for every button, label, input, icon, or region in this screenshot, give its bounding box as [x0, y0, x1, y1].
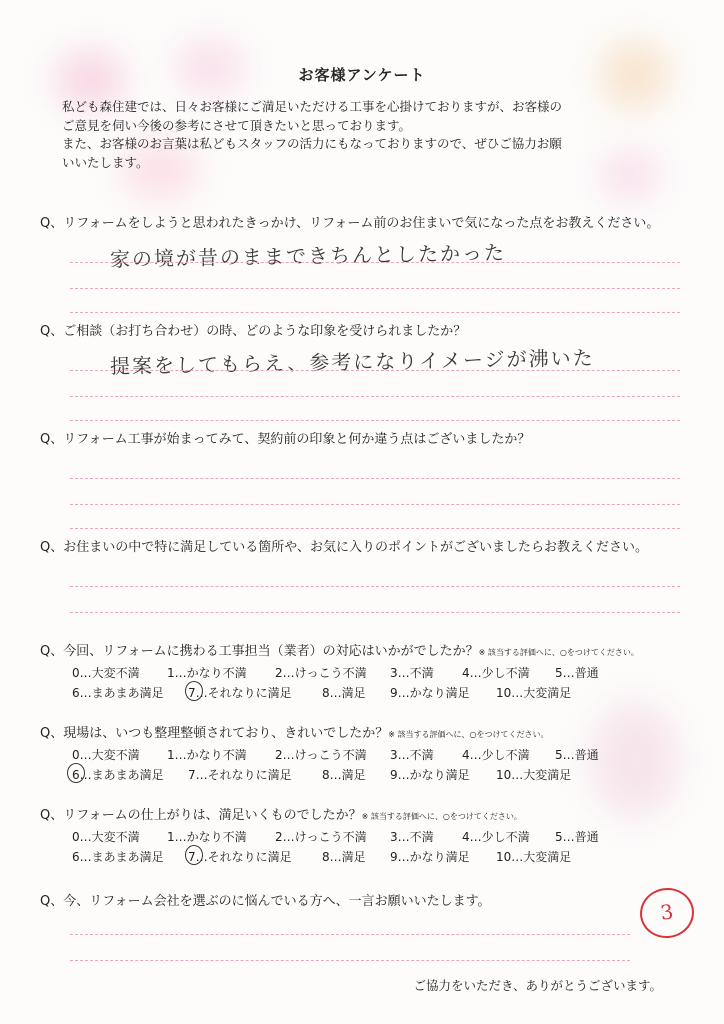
answer-line: [70, 396, 680, 397]
rating-note: ※ 該当する評価へに、○をつけてください。: [361, 812, 522, 821]
answer-line: [70, 262, 680, 263]
scale-0: 0…大変不満: [72, 748, 140, 762]
scale-8: 8…満足: [322, 850, 366, 864]
answer-line: [70, 478, 680, 479]
scale-3: 3…不満: [390, 830, 434, 844]
scale-5: 5…普通: [555, 748, 599, 762]
intro-line: 私ども森住建では、日々お客様にご満足いただける工事を心掛けておりますが、お客様の: [62, 99, 563, 114]
question-text: Q、リフォームの仕上がりは、満足いくものでしたか？: [40, 808, 362, 823]
scale-1: 1…かなり不満: [167, 666, 247, 680]
rating-circle: [185, 845, 203, 865]
question-7: [40, 804, 522, 823]
scale-4: 4…少し不満: [462, 748, 530, 762]
scale-4: 4…少し不満: [462, 666, 530, 680]
intro-text: [62, 98, 692, 172]
rating-note: ※ 該当する評価へに、○をつけてください。: [388, 730, 549, 739]
scale-4: 4…少し不満: [462, 830, 530, 844]
page-title: お客様アンケート: [298, 66, 426, 84]
rating-circle: [67, 763, 85, 783]
scale-2: 2…けっこう不満: [275, 666, 367, 680]
scale-7: 7…それなりに満足: [188, 686, 292, 700]
question-text: Q、現場は、いつも整理整頓されており、きれいでしたか？: [40, 726, 389, 741]
answer-line: [70, 612, 680, 613]
scale-3: 3…不満: [390, 748, 434, 762]
scale-0: 0…大変不満: [72, 830, 140, 844]
scale-2: 2…けっこう不満: [275, 748, 367, 762]
answer-line: [70, 504, 680, 505]
scale-6: 6…まあまあ満足: [72, 686, 164, 700]
scale-7: 7…それなりに満足: [188, 850, 292, 864]
scale-3: 3…不満: [390, 666, 434, 680]
answer-line: [70, 420, 680, 421]
score-stamp: 3: [637, 884, 697, 941]
scale-8: 8…満足: [322, 686, 366, 700]
question-3: Q、リフォーム工事が始まってみて、契約前の印象と何か違う点はございましたか？: [40, 432, 531, 447]
footer-thanks: ご協力をいただき、ありがとうございます。: [413, 978, 662, 993]
answer-line: [70, 960, 630, 961]
scale-1: 1…かなり不満: [167, 830, 247, 844]
scale-5: 5…普通: [555, 830, 599, 844]
scale-1: 1…かなり不満: [167, 748, 247, 762]
intro-line: いいたします。: [62, 154, 149, 170]
intro-line: ご意見を伺い今後の参考にさせて頂きたいと思っております。: [62, 117, 412, 133]
answer-1: 家の境が昔のままできちんとしたかった: [109, 240, 507, 272]
scale-7: 7…それなりに満足: [188, 768, 292, 782]
scale-9: 9…かなり満足: [390, 850, 470, 864]
answer-line: [70, 288, 680, 289]
question-text: Q、今回、リフォームに携わる工事担当（業者）の対応はいかがでしたか？: [40, 644, 479, 659]
scale-9: 9…かなり満足: [390, 686, 470, 700]
intro-line: また、お客様のお言葉は私どもスタッフの活力にもなっておりますので、ぜひご協力お願: [62, 136, 562, 151]
answer-line: [70, 528, 680, 529]
scale-10: 10…大変満足: [496, 686, 572, 700]
scale-0: 0…大変不満: [72, 666, 140, 680]
scale-6: 6…まあまあ満足: [72, 850, 164, 864]
scale-10: 10…大変満足: [496, 768, 572, 782]
scale-10: 10…大変満足: [496, 850, 572, 864]
question-2: Q、ご相談（お打ち合わせ）の時、どのような印象を受けられましたか？: [40, 324, 467, 339]
scale-9: 9…かなり満足: [390, 768, 470, 782]
decor-blob: [590, 700, 680, 820]
question-1: Q、リフォームをしようと思われたきっかけ、リフォーム前のお住まいで気になった点をお教えください。: [40, 216, 660, 231]
answer-line: [70, 586, 680, 587]
scale-6: 6…まあまあ満足: [72, 768, 164, 782]
scale-2: 2…けっこう不満: [275, 830, 367, 844]
rating-note: ※ 該当する評価へに、○をつけてください。: [478, 648, 639, 657]
answer-line: [70, 934, 630, 935]
question-8: Q、今、リフォーム会社を選ぶのに悩んでいる方へ、一言お願いいたします。: [40, 894, 491, 909]
question-6: [40, 722, 548, 741]
answer-line: [70, 312, 680, 313]
scale-5: 5…普通: [555, 666, 599, 680]
answer-line: [70, 370, 680, 371]
question-4: Q、お住まいの中で特に満足している箇所や、お気に入りのポイントがございましたらお教えください。: [40, 540, 648, 555]
scale-8: 8…満足: [322, 768, 366, 782]
question-5: [40, 640, 639, 659]
rating-circle: [185, 681, 203, 701]
answer-2: 提案をしてもらえ、参考になりイメージが沸いた: [109, 345, 595, 379]
